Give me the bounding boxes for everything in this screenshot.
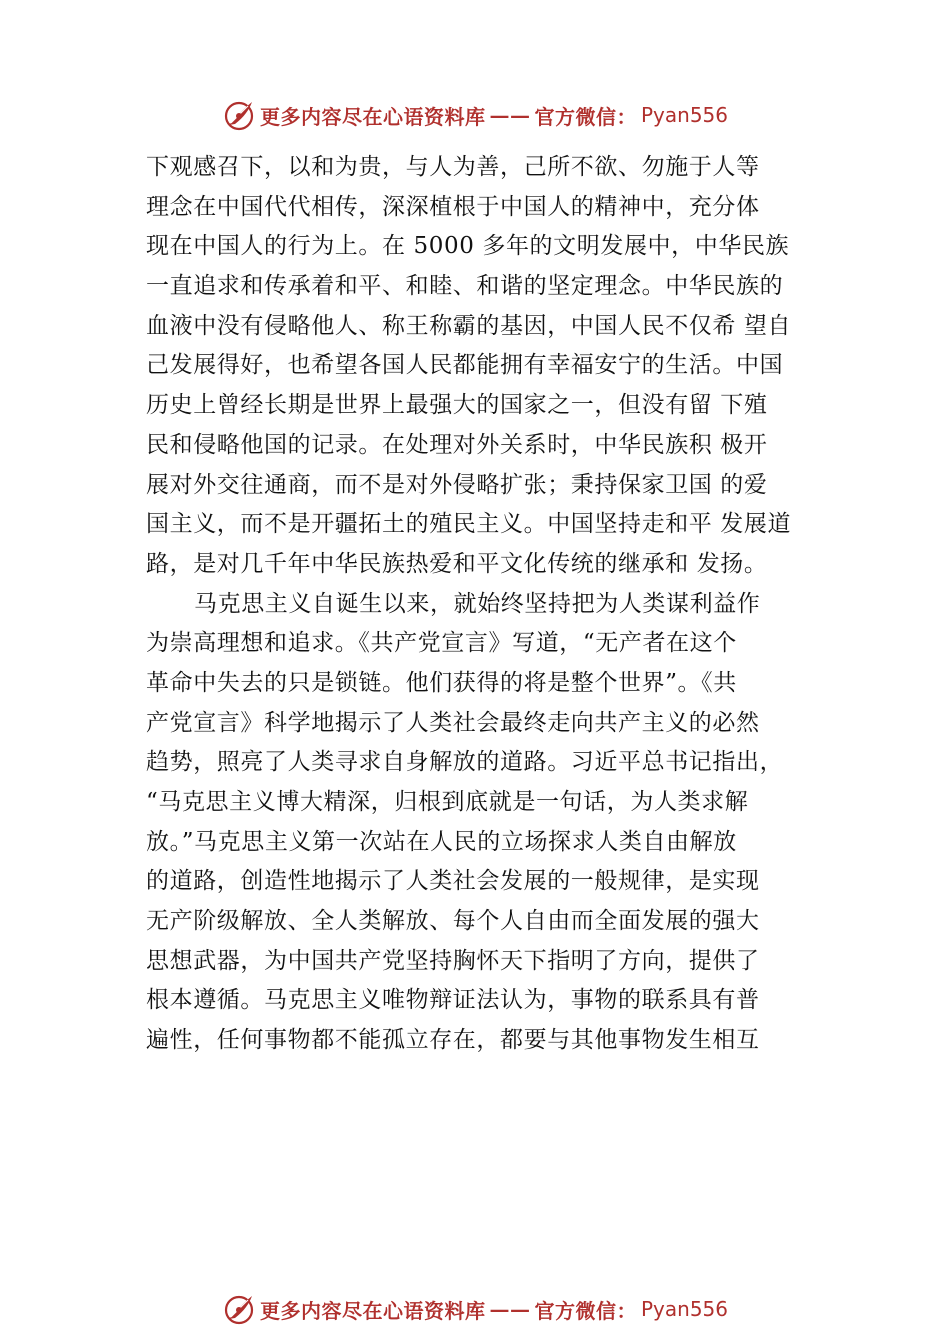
body-line: 革命中失去的只是锁链。他们获得的将是整个世界”。《共	[146, 669, 737, 696]
header-wechat-label: 官方微信：	[534, 104, 637, 129]
footer-wechat-label: 官方微信：	[534, 1298, 637, 1323]
header-banner	[0, 95, 950, 135]
body-line: 为崇高理想和追求。《共产党宣言》写道，“无产者在这个	[146, 630, 737, 657]
quill-pen-logo-icon	[222, 98, 256, 132]
body-line: 思想武器，为中国共产党坚持胸怀天下指明了方向，提供了	[146, 947, 760, 974]
body-line: 根本遵循。马克思主义唯物辩证法认为，事物的联系具有普	[146, 987, 760, 1014]
footer-site-text: 更多内容尽在心语资料库	[259, 1298, 486, 1323]
body-line: 下观感召下，以和为贵，与人为善，己所不欲、勿施于人等	[146, 154, 760, 180]
footer-dash: ——	[489, 1297, 531, 1321]
body-line: 产党宣言》科学地揭示了人类社会最终走向共产主义的必然	[146, 709, 760, 736]
body-line: 己发展得好，也希望各国人民都能拥有幸福安宁的生活。中国	[146, 352, 784, 379]
body-line: 血液中没有侵略他人、称王称霸的基因，中国人民不仅希 望自	[146, 312, 792, 339]
document-body	[146, 148, 846, 1061]
body-line: 的道路，创造性地揭示了人类社会发展的一般规律，是实现	[146, 868, 760, 895]
body-line: 民和侵略他国的记录。在处理对外关系时，中华民族积 极开	[146, 431, 768, 458]
body-line: 遍性，任何事物都不能孤立存在，都要与其他事物发生相互	[146, 1027, 760, 1054]
body-line: 路，是对几千年中华民族热爱和平文化传统的继承和 发扬。	[146, 550, 768, 577]
body-line: 展对外交往通商，而不是对外侵略扩张；秉持保家卫国 的爱	[146, 471, 768, 498]
header-wechat-id: Pyan556	[640, 103, 728, 127]
body-line: 一直追求和传承着和平、和睦、和谐的坚定理念。中华民族的	[146, 273, 784, 300]
body-line: 国主义，而不是开疆拓土的殖民主义。中国坚持走和平 发展道	[146, 511, 792, 538]
body-line: 现在中国人的行为上。在 5000 多年的文明发展中，中华民族	[146, 233, 790, 260]
body-line: 无产阶级解放、全人类解放、每个人自由而全面发展的强大	[146, 908, 760, 935]
footer-banner	[0, 1289, 950, 1329]
body-line: 趋势，照亮了人类寻求自身解放的道路。习近平总书记指出，	[146, 749, 784, 776]
body-line-paragraph-start: 马克思主义自诞生以来，就始终坚持把为人类谋利益作	[194, 590, 761, 617]
header-banner-inner	[222, 98, 728, 132]
header-site-text: 更多内容尽在心语资料库	[259, 104, 486, 129]
quill-pen-logo-icon	[222, 1292, 256, 1326]
body-line: 历史上曾经长期是世界上最强大的国家之一，但没有留 下殖	[146, 392, 768, 419]
footer-wechat-id: Pyan556	[640, 1297, 728, 1321]
footer-banner-inner	[222, 1292, 728, 1326]
body-line: “马克思主义博大精深，归根到底就是一句话，为人类求解	[146, 789, 749, 815]
body-line: 理念在中国代代相传，深深植根于中国人的精神中，充分体	[146, 193, 760, 220]
header-dash: ——	[489, 103, 531, 127]
body-line: 放。”马克思主义第一次站在人民的立场探求人类自由解放	[146, 828, 737, 855]
